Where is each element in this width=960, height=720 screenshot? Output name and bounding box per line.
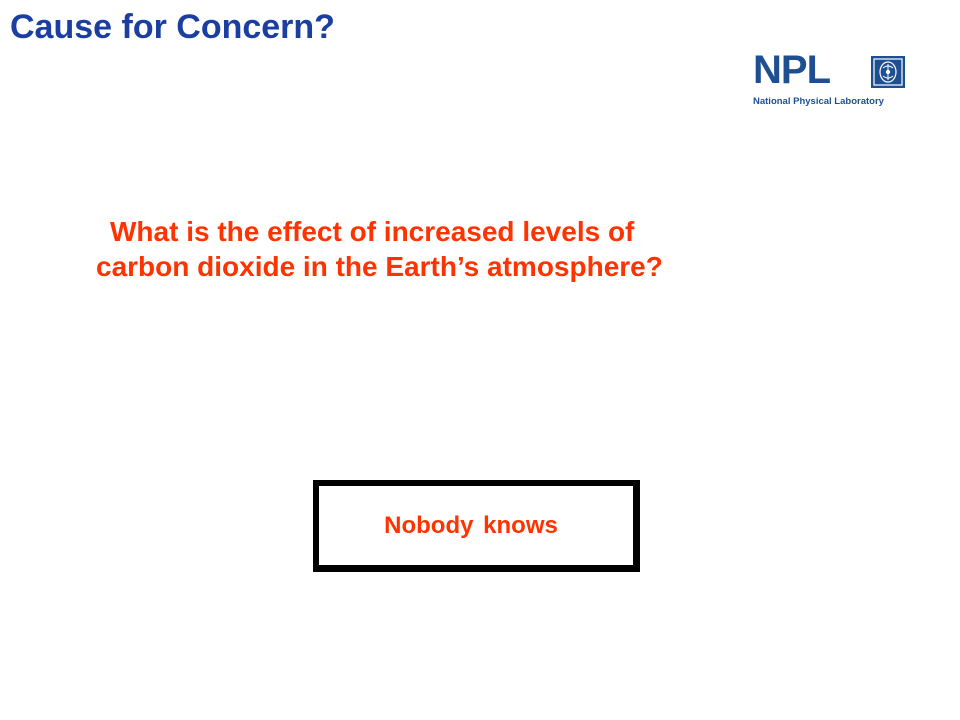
slide-title: Cause for Concern?: [10, 8, 335, 46]
answer-text: Nobody knows: [384, 511, 558, 539]
question-line-1: What is the effect of increased levels of: [110, 216, 635, 247]
logo-caption: National Physical Laboratory: [753, 96, 884, 107]
logo-letters: NPL: [753, 48, 830, 92]
question-line-2: carbon dioxide in the Earth’s atmosphere?: [96, 251, 663, 282]
question-text: [96, 214, 876, 284]
crest-icon: [871, 56, 905, 88]
npl-logo: [753, 48, 905, 114]
answer-box: [313, 480, 640, 572]
